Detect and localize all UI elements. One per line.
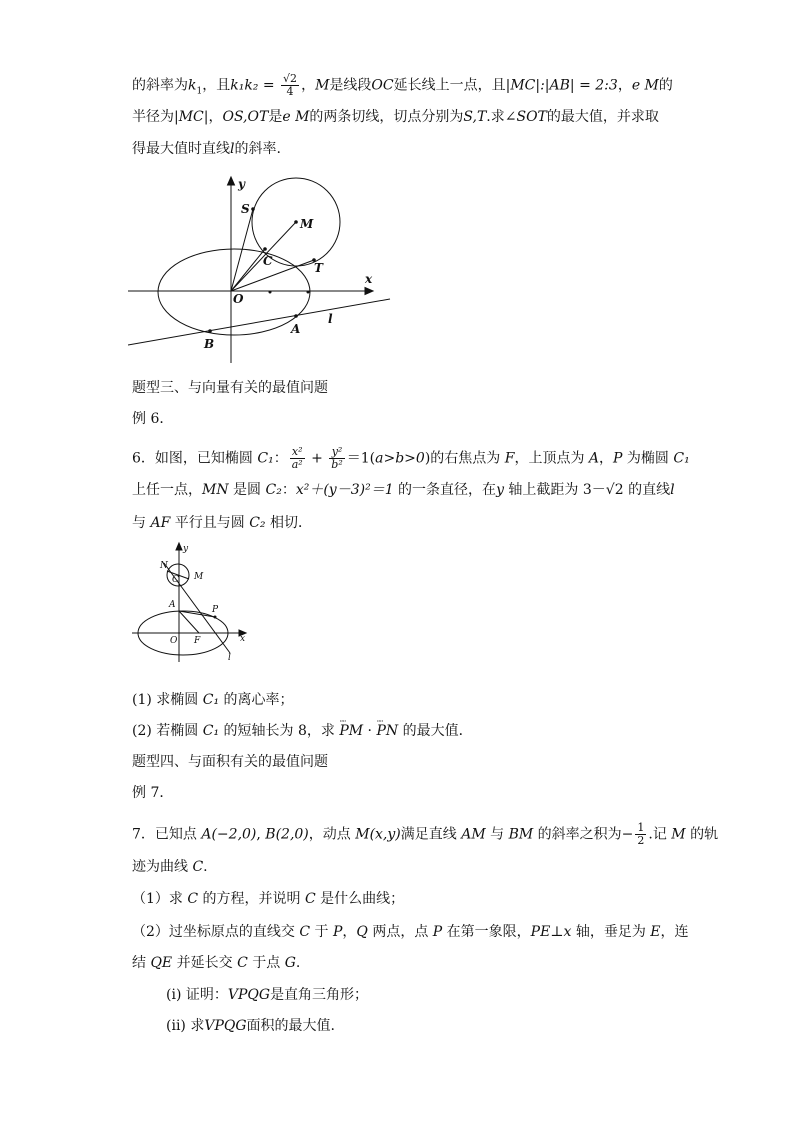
y-axis-arrow [228,177,235,185]
problem5-line2: 半径为|MC|，OS,OT是e M的两条切线，切点分别为S,T.求∠SOT的最大值，并求取 [132,109,659,125]
label-M: M [300,217,314,231]
sqrt2-over-4: $\frac{√2}{4}$ [283,72,298,98]
figure-ellipse-small-circle [130,540,255,665]
label-S: S [241,202,250,216]
point-C [263,247,267,251]
label-F: F [194,636,201,646]
label-x: x [240,634,246,644]
vector-PN: ···· PN [376,721,398,741]
vector-PM: ···· PM [339,721,363,741]
point-A [294,314,298,318]
point-B [208,329,212,333]
problem5-line1: 的斜率为$k_1$，且k₁k₂ = $\frac{√2}{4}$ ，M是线段OC延长线上一点，且|MC|:|AB| = 2:3，e M的 [132,72,673,98]
example-7-label: 例 7． [132,785,174,801]
problem7-line1: 7．已知点 A(−2,0), B(2,0)，动点 M(x,y)满足直线 AM 与 BM 的斜率之积为− $\frac{1}{2}$ .记 M 的轨 [132,821,719,847]
section-heading-4: 题型四、与面积有关的最值问题 [132,754,328,770]
label-N: N [160,561,168,571]
label-T: T [314,261,323,275]
section-heading-3: 题型三、与向量有关的最值问题 [132,380,328,396]
problem7-sub2-i: (i) 证明：VPQG是直角三角形； [166,987,369,1003]
label-A: A [169,600,176,610]
point-S [251,207,255,211]
label-O: O [170,636,178,646]
label-l: l [228,653,231,663]
x-axis-arrow [365,288,373,295]
figure-ellipse-circle-tangents [128,172,398,368]
problem7-sub1: （1）求 C 的方程，并说明 C 是什么曲线； [132,891,405,907]
label-x: x [365,272,373,286]
label-O: O [233,292,244,306]
line-l [128,299,390,345]
problem6-sub1: (1) 求椭圆 C₁ 的离心率； [132,692,294,708]
problem6-line3: 与 AF 平行且与圆 C₂ 相切． [132,515,312,531]
point-vertex [307,291,310,294]
example-6-label: 例 6． [132,411,174,427]
label-C: C [172,575,179,585]
problem6-line2: 上任一点，MN 是圆 C₂：x²＋(y－3)²＝1 的一条直径，在y 轴上截距为 3－√2 的直线l [132,482,675,498]
label-P: P [212,605,219,615]
problem7-sub2-ii: (ii) 求VPQG面积的最大值. [166,1018,335,1034]
point-focus [269,291,272,294]
y-axis-arrow [176,543,182,550]
problem6-sub2: (2) 若椭圆 C₁ 的短轴长为 8，求 ···· PM · ···· PN 的最大值． [132,721,473,741]
label-y: y [183,544,189,554]
problem7-sub2-line2: 结 QE 并延长交 C 于点 G. [132,955,301,971]
problem6-line1: 6．如图，已知椭圆 C₁： $\frac{\text{x²}}{\text{a²}}$ + $\frac{\text{y²}}{\text{b²}}$ ＝1(a>b>0)的右焦点为 F，上顶点为 A，P 为椭圆 C₁ [132,445,690,471]
point-P [214,616,217,619]
label-l: l [328,312,333,326]
problem5-line3: 得最大值时直线l的斜率. [132,141,281,157]
point-M [294,220,298,224]
label-B: B [204,337,215,351]
problem7-line2: 迹为曲线 C. [132,859,208,875]
label-C: C [263,254,273,268]
label-y: y [238,177,245,191]
label-M: M [194,572,204,582]
problem7-sub2-line1: （2）过坐标原点的直线交 C 于 P，Q 两点，点 P 在第一象限，PE⊥x 轴，垂足为 E，连 [132,924,689,940]
label-A: A [291,322,301,336]
